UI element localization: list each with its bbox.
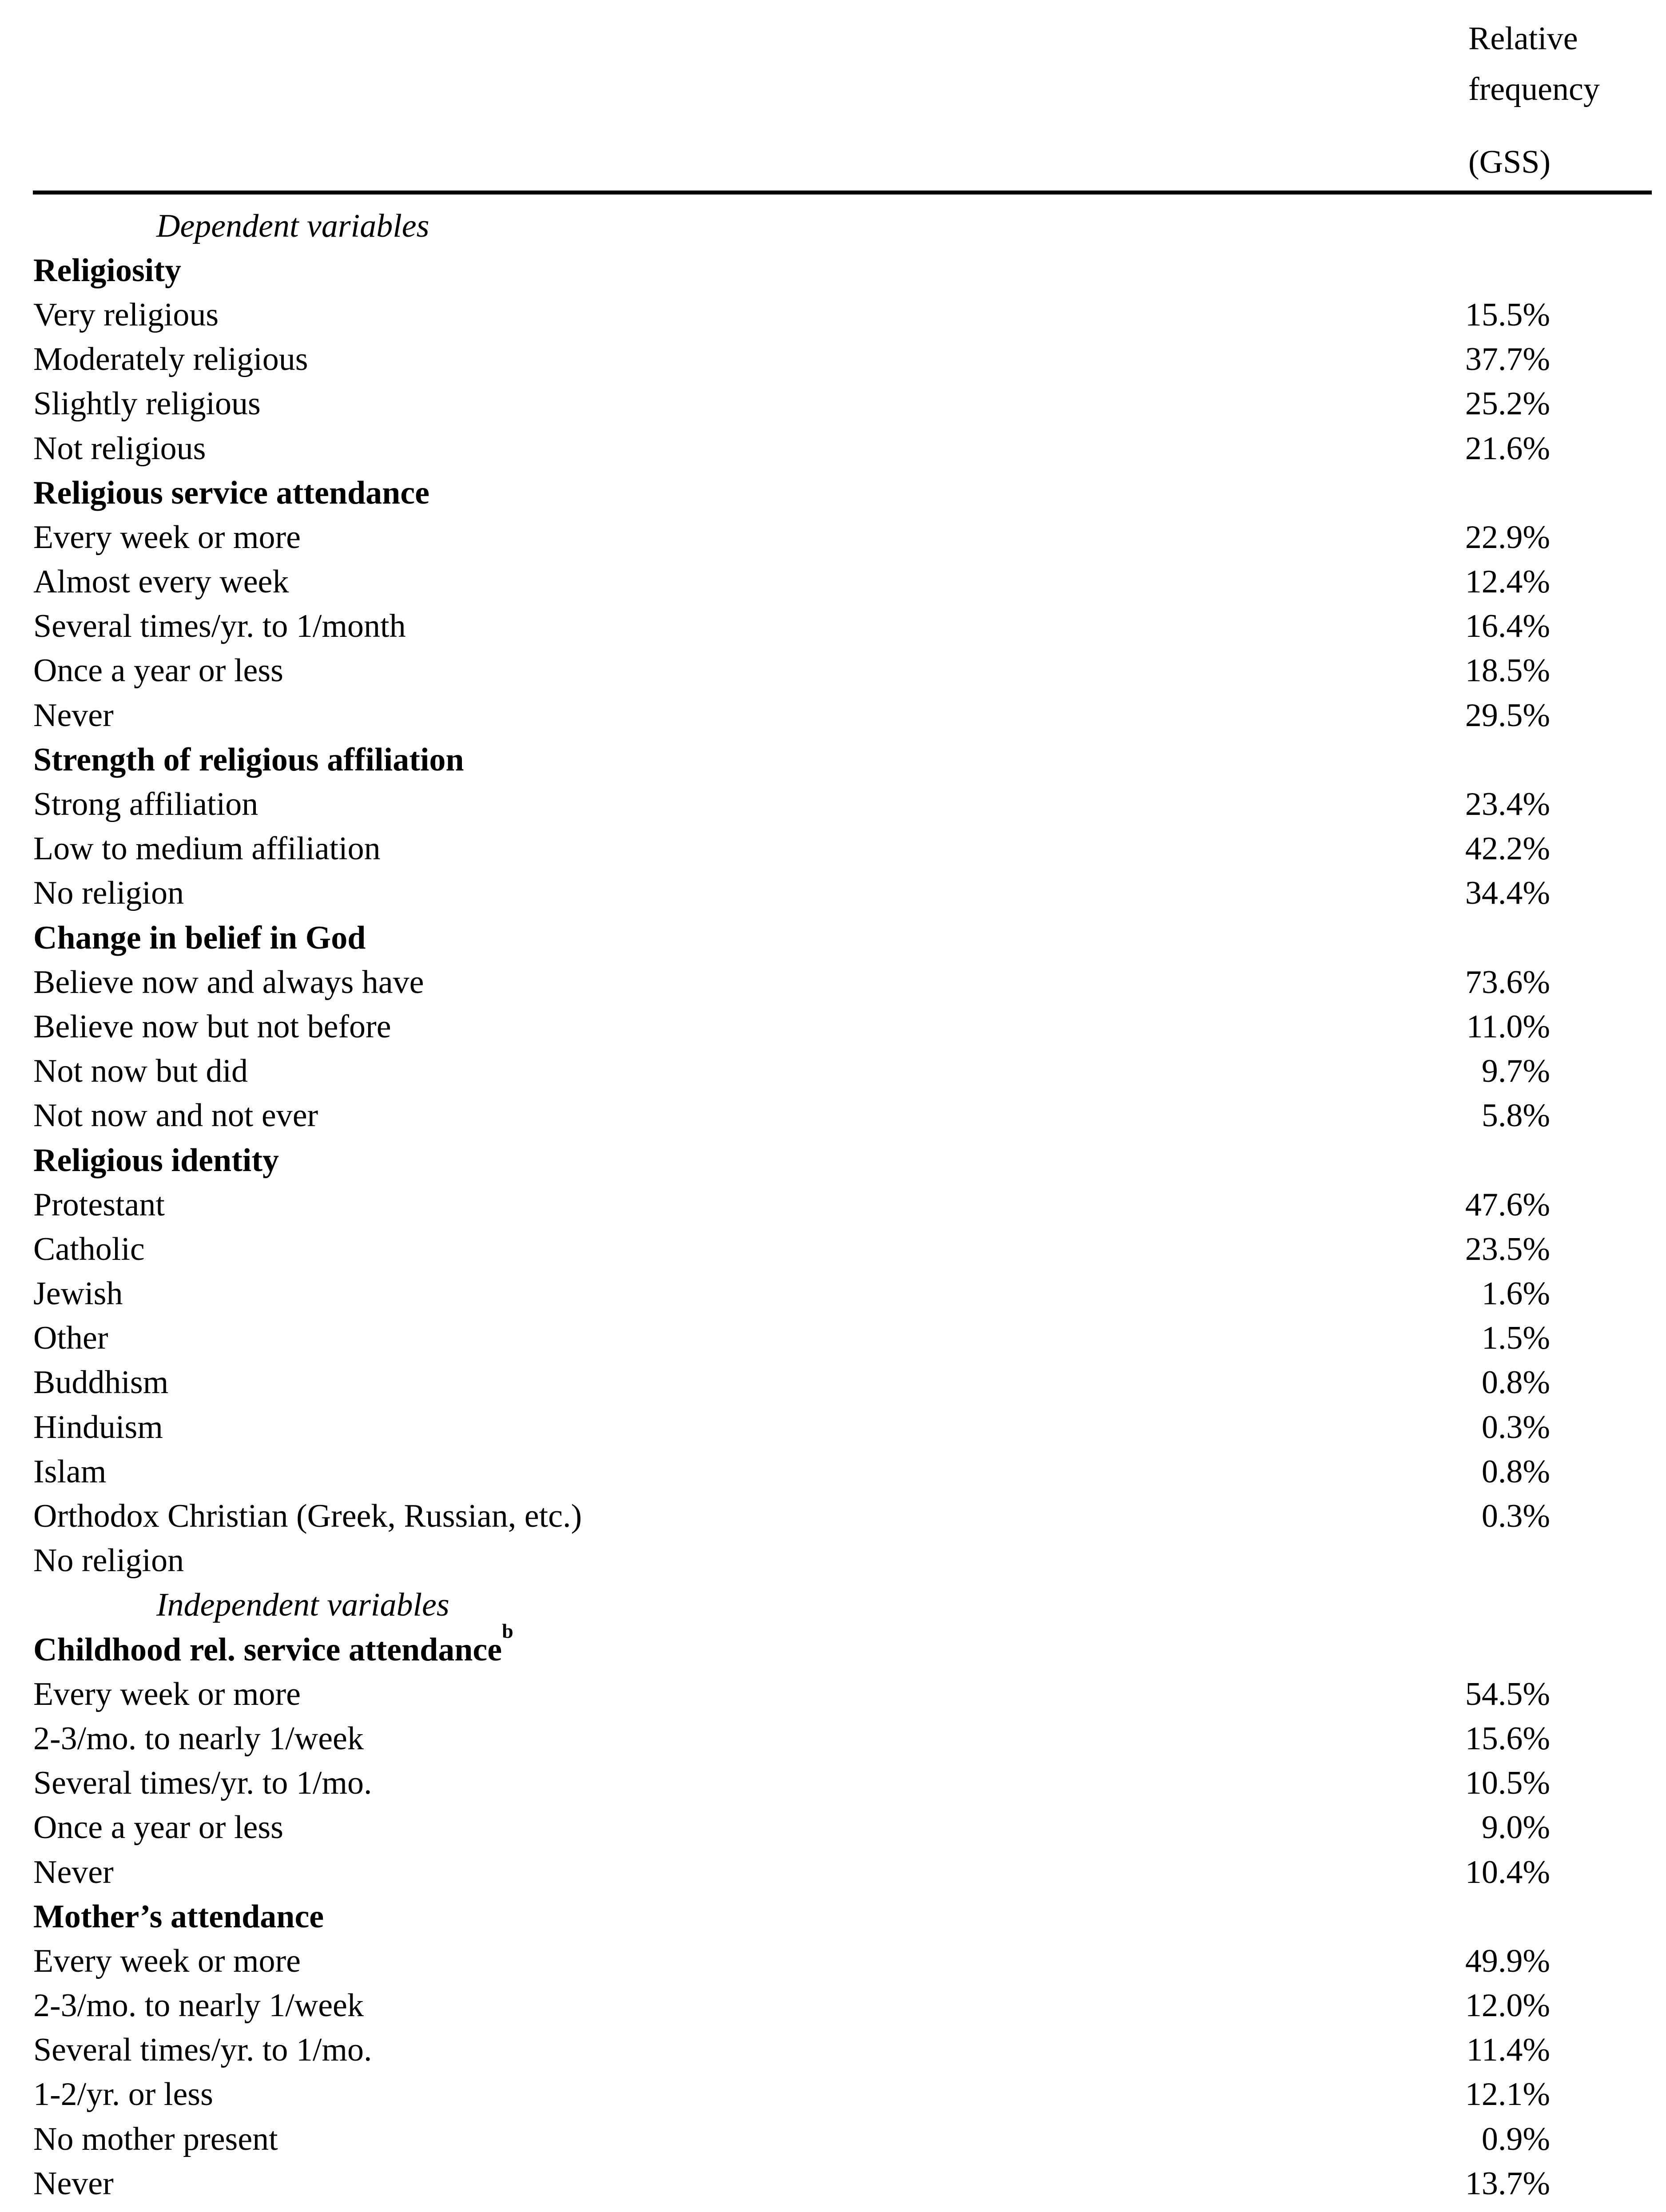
table-row <box>0 1138 1666 1183</box>
row-label: Change in belief in God <box>33 919 366 956</box>
row-label: Believe now but not before <box>33 1008 391 1045</box>
row-value: 0.3% <box>1481 1498 1550 1535</box>
row-label: Buddhism <box>33 1364 169 1401</box>
table-row <box>0 1619 1666 1672</box>
row-value: 23.5% <box>1465 1231 1550 1267</box>
row-value: 13.7% <box>1465 2165 1550 2202</box>
table-row <box>0 1539 1666 1583</box>
row-label: Islam <box>33 1453 107 1490</box>
row-value: 29.5% <box>1465 697 1550 734</box>
table-row <box>0 649 1666 693</box>
column-header-line1: Relative <box>1468 20 1578 57</box>
row-value: 0.3% <box>1481 1409 1550 1446</box>
row-label: Very religious <box>33 296 219 333</box>
table-row <box>0 1272 1666 1316</box>
row-label: Dependent variables <box>156 207 429 244</box>
table-row <box>0 560 1666 604</box>
row-label: Once a year or less <box>33 1809 283 1846</box>
row-value: 9.7% <box>1481 1053 1550 1090</box>
row-value: 37.7% <box>1465 341 1550 378</box>
row-label: Every week or more <box>33 1676 301 1712</box>
row-label: Almost every week <box>33 564 289 600</box>
table-row <box>0 693 1666 738</box>
row-label: Strong affiliation <box>33 786 258 823</box>
table-row <box>0 382 1666 426</box>
row-value: 73.6% <box>1465 964 1550 1001</box>
row-label: Protestant <box>33 1186 165 1223</box>
table-row <box>0 1361 1666 1405</box>
row-value: 12.4% <box>1465 564 1550 600</box>
row-label: Religious identity <box>33 1142 279 1179</box>
table-row <box>0 293 1666 337</box>
row-label: Several times/yr. to 1/month <box>33 608 406 645</box>
row-label: Strength of religious affiliation <box>33 741 464 778</box>
row-label: No religion <box>33 875 184 912</box>
table-row <box>0 1049 1666 1094</box>
table-row <box>0 515 1666 560</box>
column-header-line2: frequency <box>1468 71 1600 107</box>
table-body <box>0 204 1666 2206</box>
row-label: No religion <box>33 1542 184 1579</box>
row-label: Believe now and always have <box>33 964 424 1001</box>
row-value: 42.2% <box>1465 830 1550 867</box>
table-row <box>0 871 1666 916</box>
table-row <box>0 827 1666 871</box>
table-row <box>0 1716 1666 1761</box>
table-row <box>0 1672 1666 1716</box>
row-label: Slightly religious <box>33 385 261 422</box>
row-label-superscript: b <box>502 1619 513 1642</box>
table-row <box>0 204 1666 248</box>
row-label: Not now and not ever <box>33 1097 318 1134</box>
table-row <box>0 2117 1666 2161</box>
row-value: 25.2% <box>1465 385 1550 422</box>
table-row <box>0 1894 1666 1939</box>
row-label: Other <box>33 1320 108 1357</box>
table-row <box>0 1984 1666 2028</box>
table-row <box>0 1806 1666 1850</box>
row-label: Several times/yr. to 1/mo. <box>33 2032 372 2069</box>
row-label: 2-3/mo. to nearly 1/week <box>33 1720 364 1757</box>
table-row <box>0 1494 1666 1538</box>
table-row <box>0 1316 1666 1361</box>
row-label: Religious service attendance <box>33 474 429 511</box>
row-label: Childhood rel. service attendance$^b$ <box>33 1619 513 1668</box>
table-row <box>0 1850 1666 1894</box>
column-header-source: (GSS) <box>1468 144 1551 180</box>
row-value: 21.6% <box>1465 430 1550 467</box>
row-value: 10.4% <box>1465 1854 1550 1890</box>
row-label: Never <box>33 697 114 734</box>
row-label: 1-2/yr. or less <box>33 2076 213 2113</box>
row-label: Independent variables <box>156 1587 449 1624</box>
row-label: Every week or more <box>33 519 301 556</box>
row-label: No mother present <box>33 2121 278 2157</box>
table-row <box>0 916 1666 960</box>
row-value: 12.1% <box>1465 2076 1550 2113</box>
row-value: 22.9% <box>1465 519 1550 556</box>
row-label: Moderately religious <box>33 341 308 378</box>
row-label: Catholic <box>33 1231 145 1267</box>
row-label: Every week or more <box>33 1942 301 1979</box>
row-value: 11.4% <box>1466 2032 1550 2069</box>
row-value: 0.9% <box>1481 2121 1550 2157</box>
row-label: Several times/yr. to 1/mo. <box>33 1765 372 1802</box>
row-value: 54.5% <box>1465 1676 1550 1712</box>
table-row <box>0 2028 1666 2073</box>
row-label: Not religious <box>33 430 206 467</box>
row-value: 0.8% <box>1481 1453 1550 1490</box>
table-row <box>0 1183 1666 1227</box>
row-label: Hinduism <box>33 1409 163 1446</box>
row-label: 2-3/mo. to nearly 1/week <box>33 1987 364 2024</box>
row-value: 15.6% <box>1465 1720 1550 1757</box>
table-row <box>0 1583 1666 1628</box>
table-row <box>0 2161 1666 2206</box>
row-label: Jewish <box>33 1275 123 1312</box>
row-label: Religiosity <box>33 252 181 289</box>
table-row <box>0 1761 1666 1806</box>
row-value: 23.4% <box>1465 786 1550 823</box>
row-value: 16.4% <box>1465 608 1550 645</box>
row-value: 11.0% <box>1466 1008 1550 1045</box>
table-row <box>0 1405 1666 1450</box>
table-row <box>0 960 1666 1005</box>
table-row <box>0 471 1666 515</box>
row-label: Not now but did <box>33 1053 248 1090</box>
row-value: 18.5% <box>1465 652 1550 689</box>
table-row <box>0 782 1666 826</box>
table-row <box>0 604 1666 649</box>
row-value: 0.8% <box>1481 1364 1550 1401</box>
row-value: 12.0% <box>1465 1987 1550 2024</box>
row-value: 10.5% <box>1465 1765 1550 1802</box>
row-label: Low to medium affiliation <box>33 830 381 867</box>
row-value: 34.4% <box>1465 875 1550 912</box>
row-value: 9.0% <box>1481 1809 1550 1846</box>
row-label: Never <box>33 1854 114 1890</box>
table-row <box>0 2073 1666 2117</box>
row-value: 49.9% <box>1465 1942 1550 1979</box>
table-row <box>0 1450 1666 1494</box>
table-row <box>0 1094 1666 1138</box>
row-value: 5.8% <box>1481 1097 1550 1134</box>
table-row <box>0 426 1666 471</box>
table-row <box>0 1939 1666 1983</box>
table-row <box>0 248 1666 293</box>
row-value: 1.5% <box>1481 1320 1550 1357</box>
row-label: Mother’s attendance <box>33 1898 324 1935</box>
table-row <box>0 338 1666 382</box>
table-row <box>0 738 1666 782</box>
column-header <box>1468 13 1600 115</box>
header-rule <box>33 191 1652 195</box>
table-row <box>0 1227 1666 1271</box>
row-value: 15.5% <box>1465 296 1550 333</box>
row-value: 47.6% <box>1465 1186 1550 1223</box>
row-label: Never <box>33 2165 114 2202</box>
row-label: Once a year or less <box>33 652 283 689</box>
row-value: 1.6% <box>1481 1275 1550 1312</box>
row-label: Orthodox Christian (Greek, Russian, etc.) <box>33 1498 582 1535</box>
table-row <box>0 1005 1666 1049</box>
